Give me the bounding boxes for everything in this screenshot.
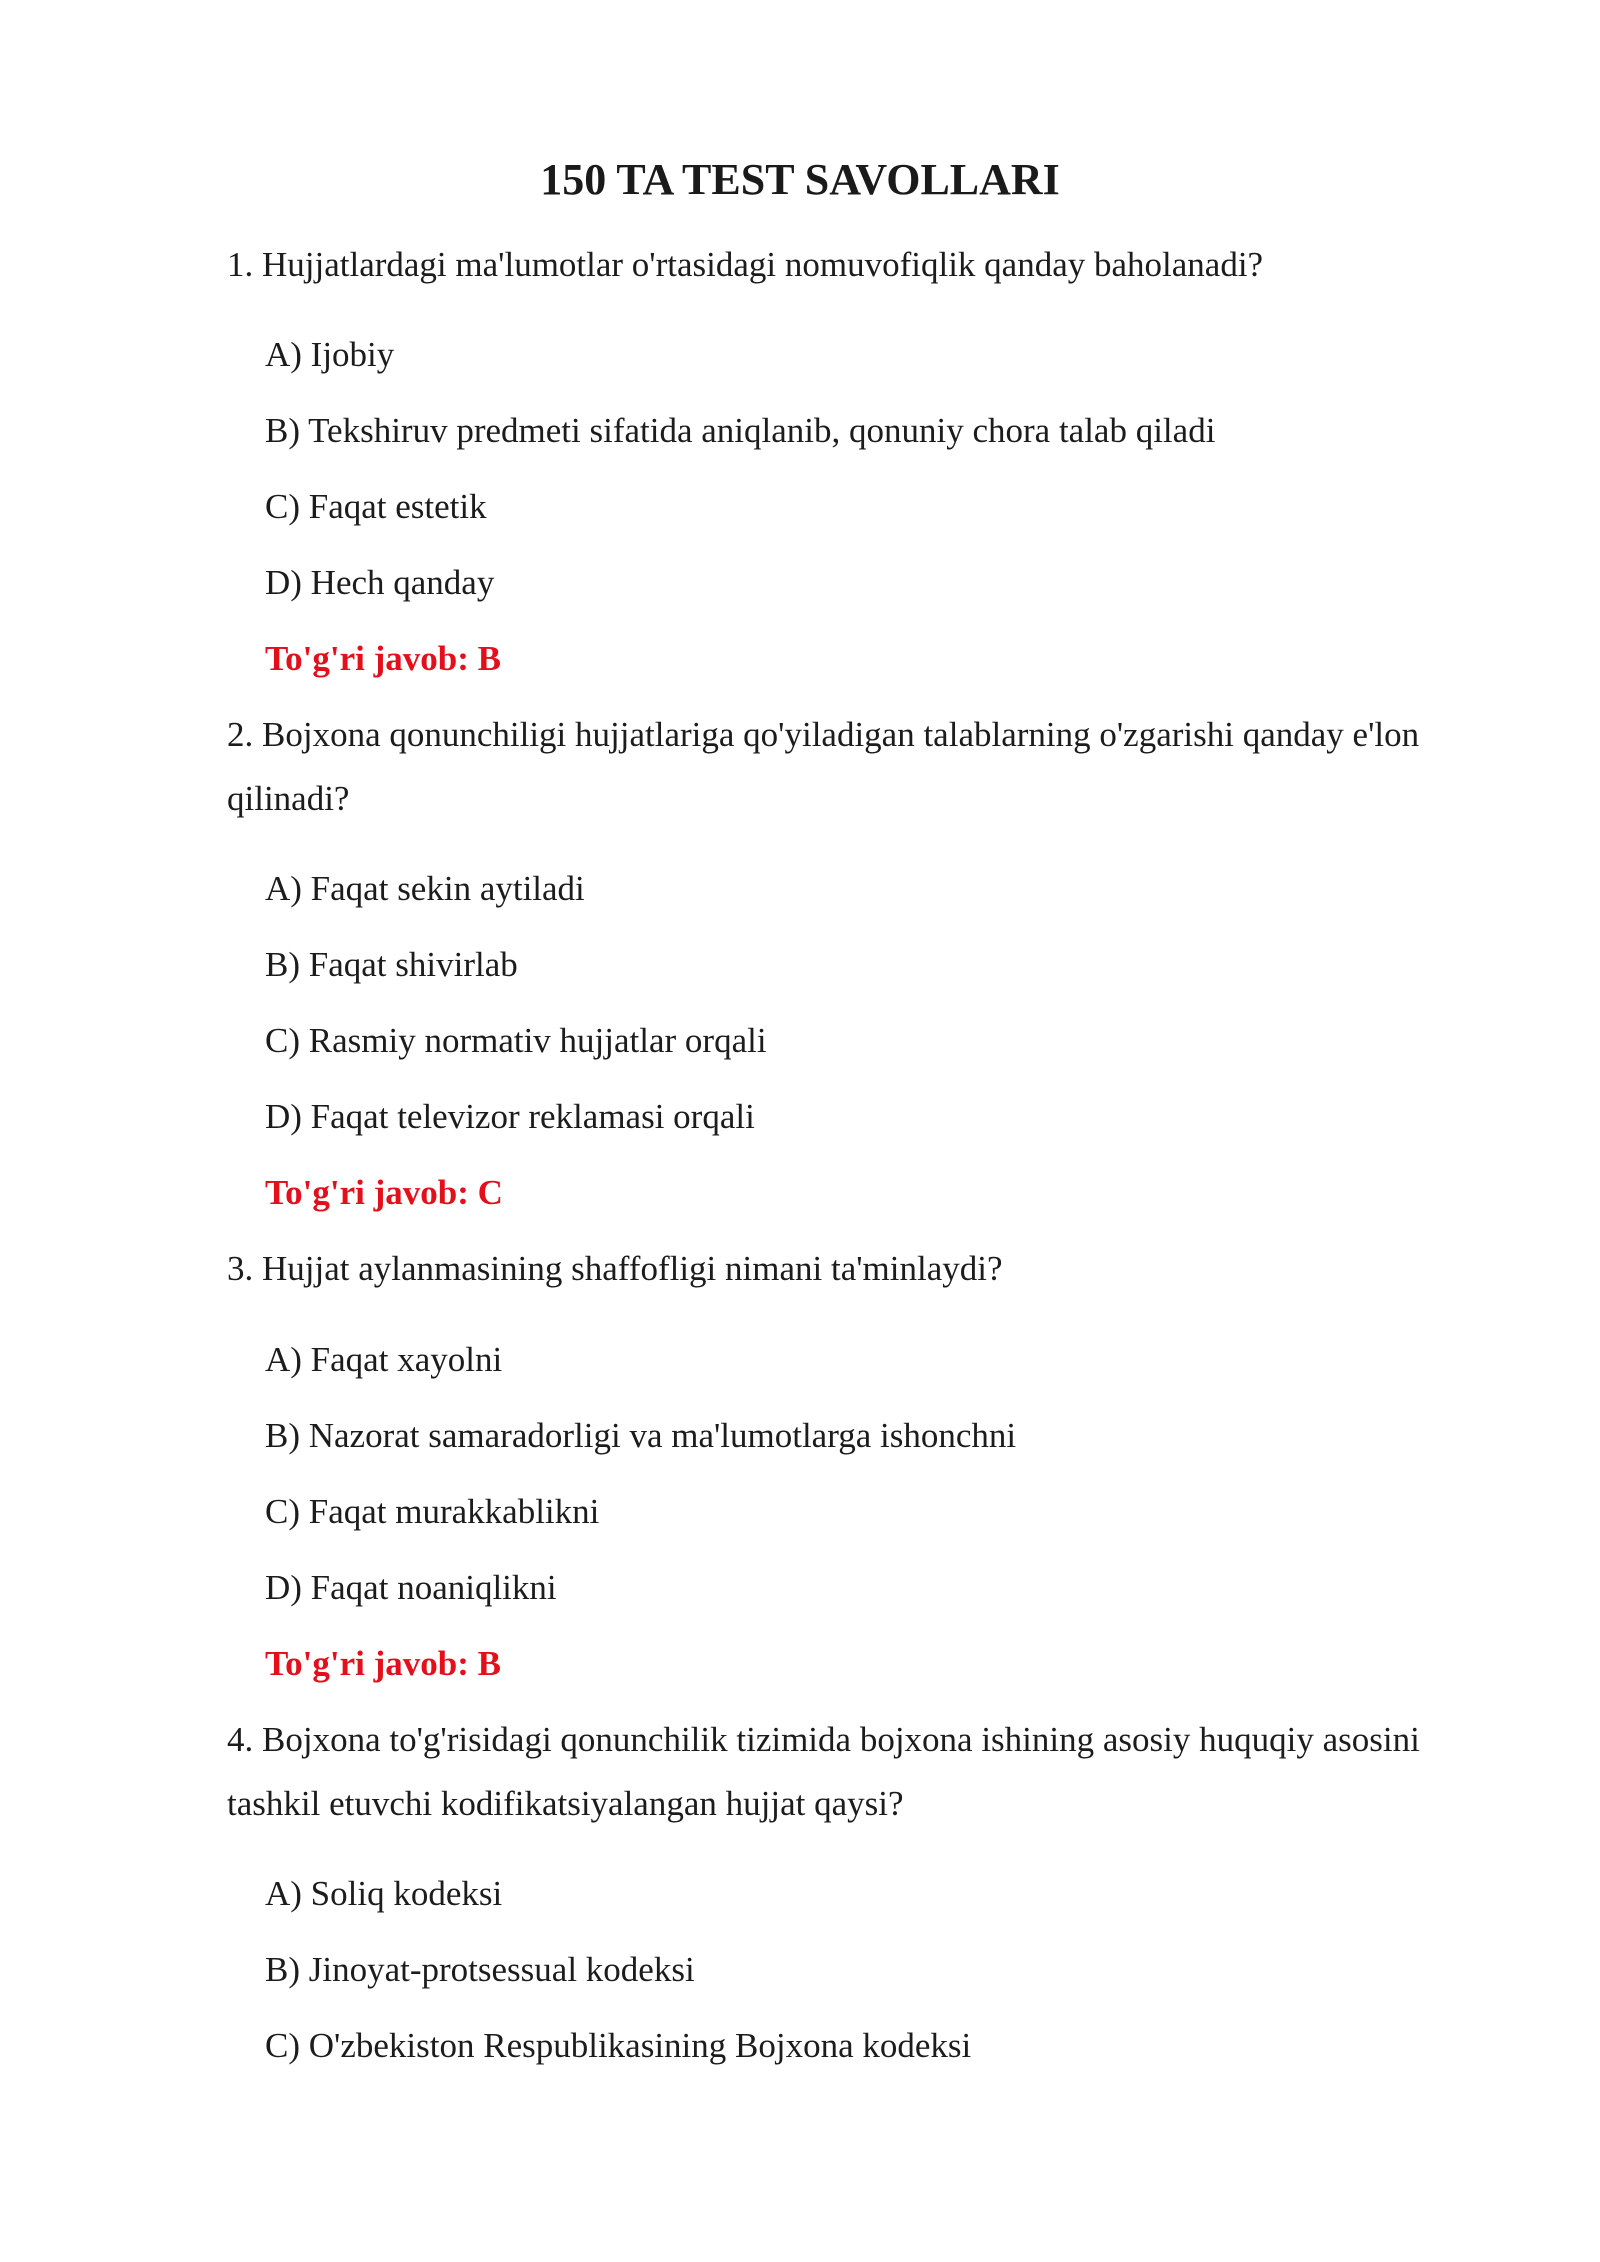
q1-option-b: B) Tekshiruv predmeti sifatida aniqlanib, qonuniy chora talab qiladi — [265, 411, 1216, 450]
q1-option-d: D) Hech qanday — [265, 563, 495, 602]
q2-option-c: C) Rasmiy normativ hujjatlar orqali — [265, 1021, 767, 1060]
q1-option-c: C) Faqat estetik — [265, 487, 487, 526]
q3-option-d: D) Faqat noaniqlikni — [265, 1568, 557, 1607]
q2-option-a: A) Faqat sekin aytiladi — [265, 869, 585, 908]
q4-option-a: A) Soliq kodeksi — [265, 1874, 503, 1913]
q3-option-b: B) Nazorat samaradorligi va ma'lumotlarga ishonchni — [265, 1416, 1017, 1455]
q1-option-a: A) Ijobiy — [265, 335, 395, 374]
q3-correct-answer: To'g'ri javob: B — [265, 1644, 501, 1683]
question-4: 4. Bojxona to'g'risidagi qonunchilik tizimida bojxona ishining asosiy huquqiy asosini tashkil etuvchi kodifikatsiyalangan hujjat qaysi? — [227, 1720, 1420, 1823]
page-title: 150 TA TEST SAVOLLARI — [540, 155, 1060, 204]
q3-option-a: A) Faqat xayolni — [265, 1340, 503, 1379]
question-3: 3. Hujjat aylanmasining shaffofligi nimani ta'minlaydi? — [227, 1249, 1003, 1288]
q2-correct-answer: To'g'ri javob: C — [265, 1173, 503, 1212]
question-1: 1. Hujjatlardagi ma'lumotlar o'rtasidagi nomuvofiqlik qanday baholanadi? — [227, 245, 1264, 284]
q4-option-b: B) Jinoyat-protsessual kodeksi — [265, 1950, 695, 1989]
question-2: 2. Bojxona qonunchiligi hujjatlariga qo'yiladigan talablarning o'zgarishi qanday e'lon qilinadi? — [227, 715, 1420, 818]
q3-option-c: C) Faqat murakkablikni — [265, 1492, 600, 1531]
q2-option-b: B) Faqat shivirlab — [265, 945, 518, 984]
q1-correct-answer: To'g'ri javob: B — [265, 639, 501, 678]
q2-option-d: D) Faqat televizor reklamasi orqali — [265, 1097, 755, 1136]
q4-option-c: C) O'zbekiston Respublikasining Bojxona kodeksi — [265, 2026, 972, 2065]
